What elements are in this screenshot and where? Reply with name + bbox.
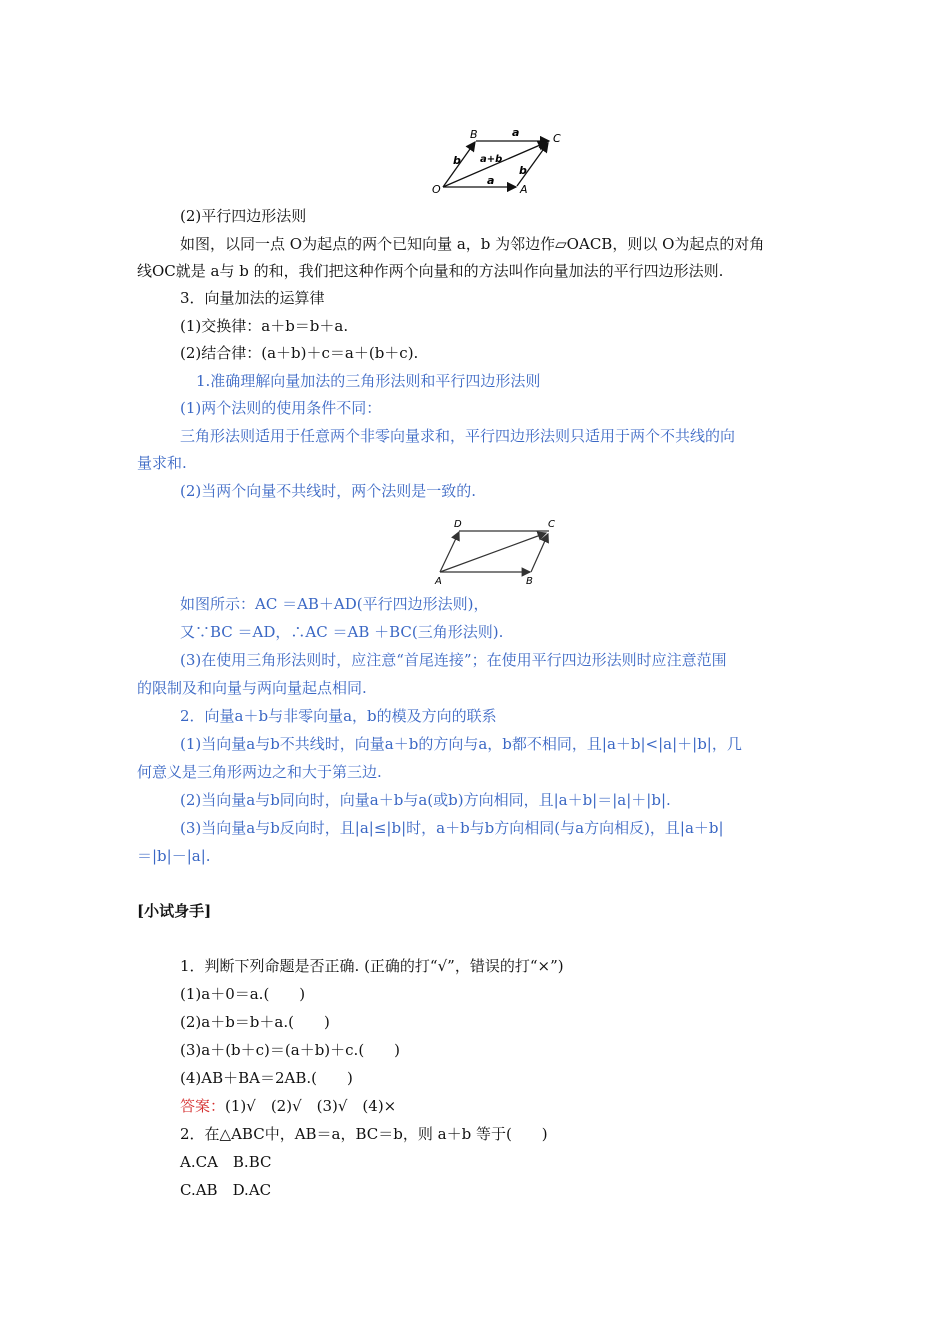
label-a-plus-b: a+b: [480, 154, 503, 165]
text-note-2-2: (2)当向量a与b同向时，向量a＋b与a(或b)方向相同，且|a＋b|＝|a|＋|b|.: [180, 791, 671, 809]
label-c-point: C: [548, 519, 555, 530]
text-figure-explain-1: 如图所示：AC ＝AB＋AD(平行四边形法则)，: [180, 595, 489, 613]
text-note-1-heading: 1.准确理解向量加法的三角形法则和平行四边形法则: [196, 372, 541, 390]
text-figure-explain-2: 又∵BC ＝AD，∴AC ＝AB ＋BC(三角形法则).: [180, 623, 504, 641]
label-a-point: A: [435, 576, 442, 587]
label-a-point: A: [520, 183, 528, 196]
text-question-1-item-2: (2)a＋b＝b＋a.( ): [180, 1013, 330, 1031]
text-question-1: 1．判断下列命题是否正确. (正确的打“√”，错误的打“×”): [180, 957, 564, 975]
text-note-2-1-a: (1)当向量a与b不共线时，向量a＋b的方向与a，b都不相同，且|a＋b|<|a|＋|b|，几: [180, 735, 742, 753]
text-parallelogram-rule-desc-1: 如图，以同一点 O为起点的两个已知向量 a，b 为邻边作▱OACB，则以 O为起点的对角: [180, 235, 765, 253]
text-note-1-1: (1)两个法则的使用条件不同：: [180, 399, 382, 417]
text-commutative-law: (1)交换律：a＋b＝b＋a.: [180, 317, 349, 335]
section-heading-practice: [小试身手]: [137, 902, 212, 920]
text-note-1-3-b: 的限制及和向量与两向量起点相同.: [137, 679, 367, 697]
text-operation-laws-heading: 3．向量加法的运算律: [180, 289, 325, 307]
text-question-1-item-1: (1)a＋0＝a.( ): [180, 985, 306, 1003]
text-question-2: 2．在△ABC中，AB＝a，BC＝b，则 a＋b 等于( ): [180, 1125, 548, 1143]
text-note-2-1-b: 何意义是三角形两边之和大于第三边.: [137, 763, 382, 781]
label-c-point: C: [553, 132, 561, 145]
text-question-2-options-cd: C.AB D.AC: [180, 1181, 272, 1199]
parallelogram-figure-oacb: [430, 126, 570, 198]
text-note-2-heading: 2．向量a＋b与非零向量a，b的模及方向的联系: [180, 707, 497, 725]
label-b-point: B: [526, 576, 533, 587]
answer-label: 答案：: [180, 1097, 226, 1115]
label-a-top: a: [512, 126, 520, 139]
text-associative-law: (2)结合律：(a＋b)＋c＝a＋(b＋c).: [180, 344, 419, 362]
label-b-point: B: [470, 128, 478, 141]
text-question-1-item-4: (4)AB＋BA＝2AB.( ): [180, 1069, 353, 1087]
vector-bc: [531, 534, 548, 572]
parallelogram-figure-abcd: [432, 516, 562, 588]
text-note-2-3-b: ＝|b|－|a|.: [137, 847, 211, 865]
text-note-2-3-a: (3)当向量a与b反向时，且|a|≤|b|时，a＋b与b方向相同(与a方向相反)，且|a＋b|: [180, 819, 724, 837]
text-note-1-1-desc-2: 量求和.: [137, 454, 187, 472]
text-note-1-2: (2)当两个向量不共线时，两个法则是一致的.: [180, 482, 477, 500]
label-d-point: D: [454, 519, 462, 530]
text-note-1-3-a: (3)在使用三角形法则时，应注意“首尾连接”；在使用平行四边形法则时应注意范围: [180, 651, 727, 669]
label-a-bottom: a: [487, 174, 495, 187]
text-parallelogram-rule-heading: (2)平行四边形法则: [180, 207, 307, 225]
text-question-1-item-3: (3)a＋(b＋c)＝(a＋b)＋c.( ): [180, 1041, 401, 1059]
text-note-1-1-desc-1: 三角形法则适用于任意两个非零向量求和，平行四边形法则只适用于两个不共线的向: [180, 427, 736, 445]
text-question-2-options-ab: A.CA B.BC: [180, 1153, 272, 1171]
label-b-right: b: [519, 164, 527, 177]
answer-values: (1)√ (2)√ (3)√ (4)×: [225, 1097, 397, 1115]
text-answer-1: [180, 1096, 396, 1116]
label-b-left: b: [453, 154, 461, 167]
text-parallelogram-rule-desc-2: 线OC就是 a与 b 的和，我们把这种作两个向量和的方法叫作向量加法的平行四边形法则.: [137, 262, 724, 280]
label-o-point: O: [432, 183, 441, 196]
